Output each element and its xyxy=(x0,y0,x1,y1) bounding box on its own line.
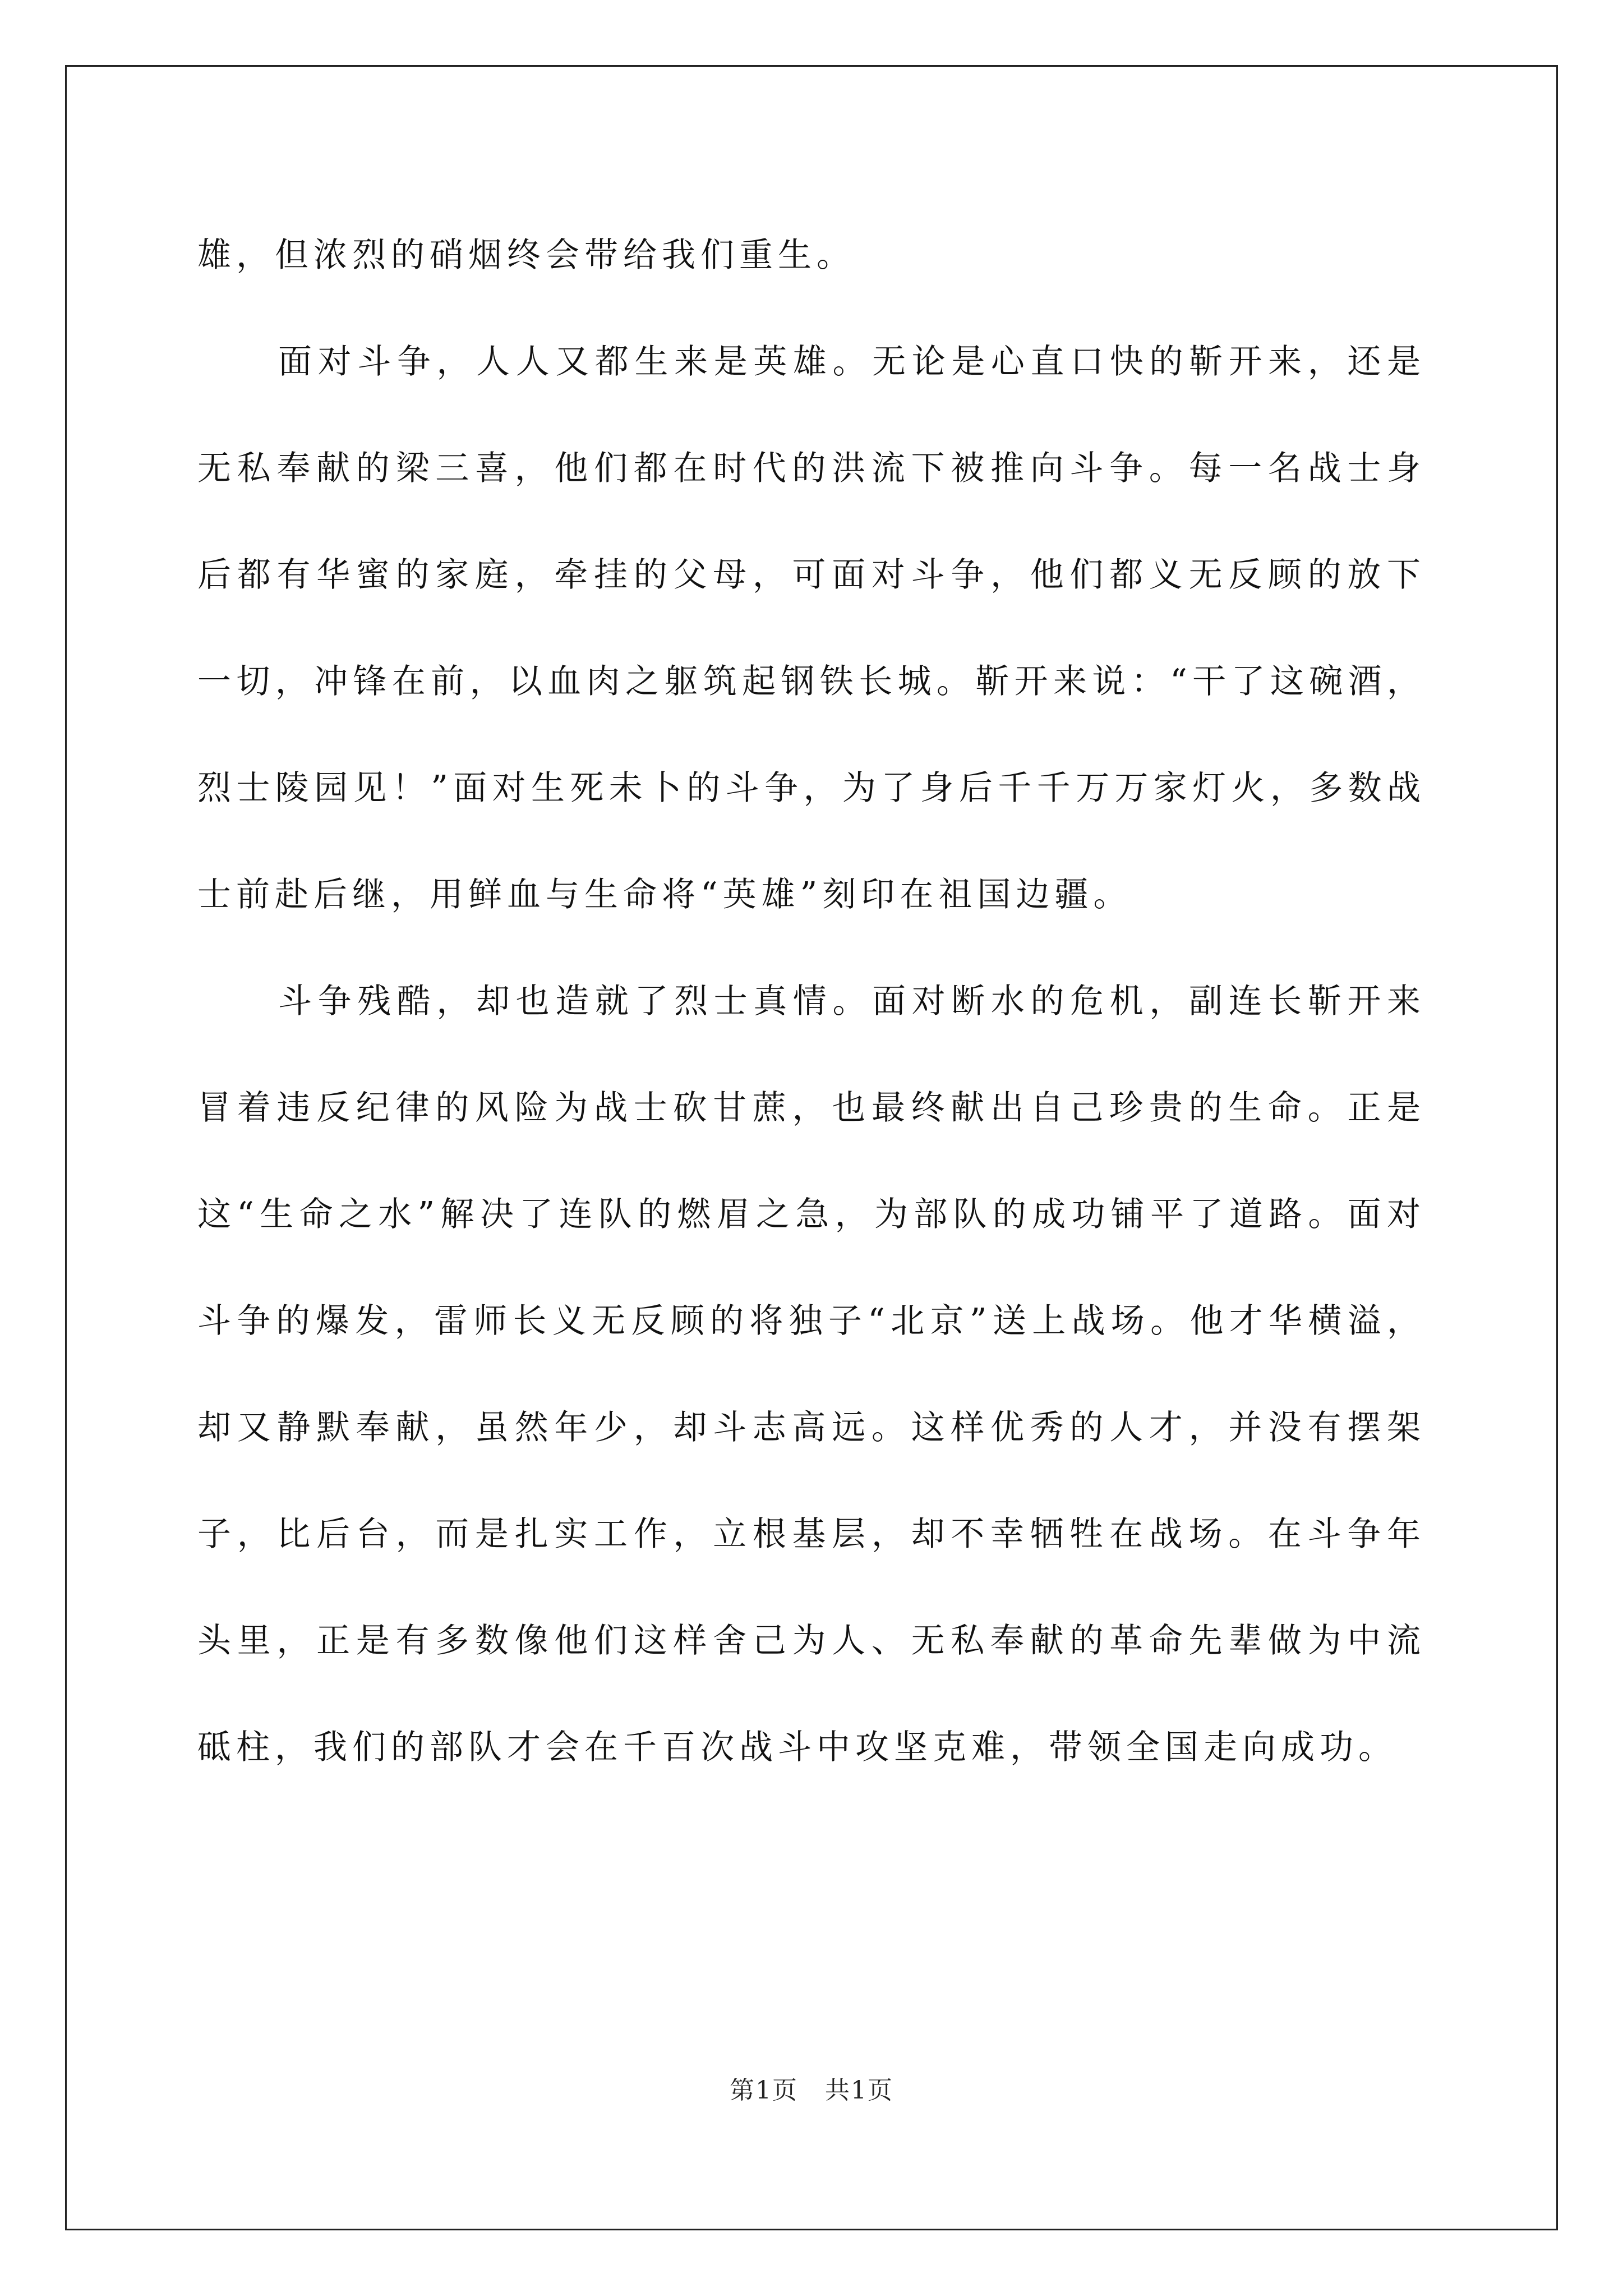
paragraph-line: 是无私奉献的梁三喜，他们都在时代的洪流下被推向斗争。每一名战 xyxy=(197,342,1426,488)
paragraph-line: 来冒着违反纪律的风险为战士砍甘蔗，也最终献出自己珍贵的生命。 xyxy=(197,982,1426,1128)
paragraph-3 xyxy=(197,948,1426,1801)
paragraph-line: 带领全国走向成功。 xyxy=(1049,1728,1397,1767)
page-total: 共1页 xyxy=(824,2076,893,2105)
paragraph-1 xyxy=(197,202,1426,309)
page-number: 第1页 xyxy=(730,2076,799,2105)
paragraph-line: 才，并没有摆架子，比后台，而是扎实工作，立根基层，却不幸牺牲 xyxy=(197,1408,1426,1554)
paragraph-line: 了这碗酒，烈士陵园见！”面对生死未卜的斗争，为了身后千千万万 xyxy=(197,662,1426,808)
paragraph-line: 在战场。在斗争年头里，正是有多数像他们这样舍己为人、无私奉献 xyxy=(197,1515,1426,1660)
page-footer xyxy=(0,2070,1623,2106)
footer-separator xyxy=(798,2076,825,2105)
paragraph-2 xyxy=(197,309,1426,948)
paragraph-line: 路。面对斗争的爆发，雷师长义无反顾的将独子“北京”送上战场。 xyxy=(197,1195,1426,1341)
paragraph-line: 雄，但浓烈的硝烟终会带给我们重生。 xyxy=(197,236,855,275)
document-body xyxy=(197,202,1426,1801)
paragraph-line: 的放下一切，冲锋在前，以血肉之躯筑起钢铁长城。靳开来说：“干 xyxy=(197,555,1426,701)
paragraph-line: 家灯火，多数战士前赴后继，用鲜血与生命将“英雄”刻印在祖国边 xyxy=(197,769,1426,914)
paragraph-line: 的革命先辈做为中流砥柱，我们的部队才会在千百次战斗中攻坚克难， xyxy=(197,1621,1426,1767)
paragraph-line: 面对斗争，人人又都生来是英雄。无论是心直口快的靳开来，还 xyxy=(278,342,1387,381)
paragraph-line: 斗争残酷，却也造就了烈士真情。面对断水的危机，副连长靳开 xyxy=(278,982,1387,1021)
paragraph-line: 正是这“生命之水”解决了连队的燃眉之急，为部队的成功铺平了道 xyxy=(197,1088,1426,1234)
paragraph-line: 疆。 xyxy=(1054,875,1132,914)
paragraph-line: 他才华横溢，却又静默奉献，虽然年少，却斗志高远。这样优秀的人 xyxy=(197,1301,1426,1447)
paragraph-line: 士身后都有华蜜的家庭，牵挂的父母，可面对斗争，他们都义无反顾 xyxy=(197,449,1426,595)
